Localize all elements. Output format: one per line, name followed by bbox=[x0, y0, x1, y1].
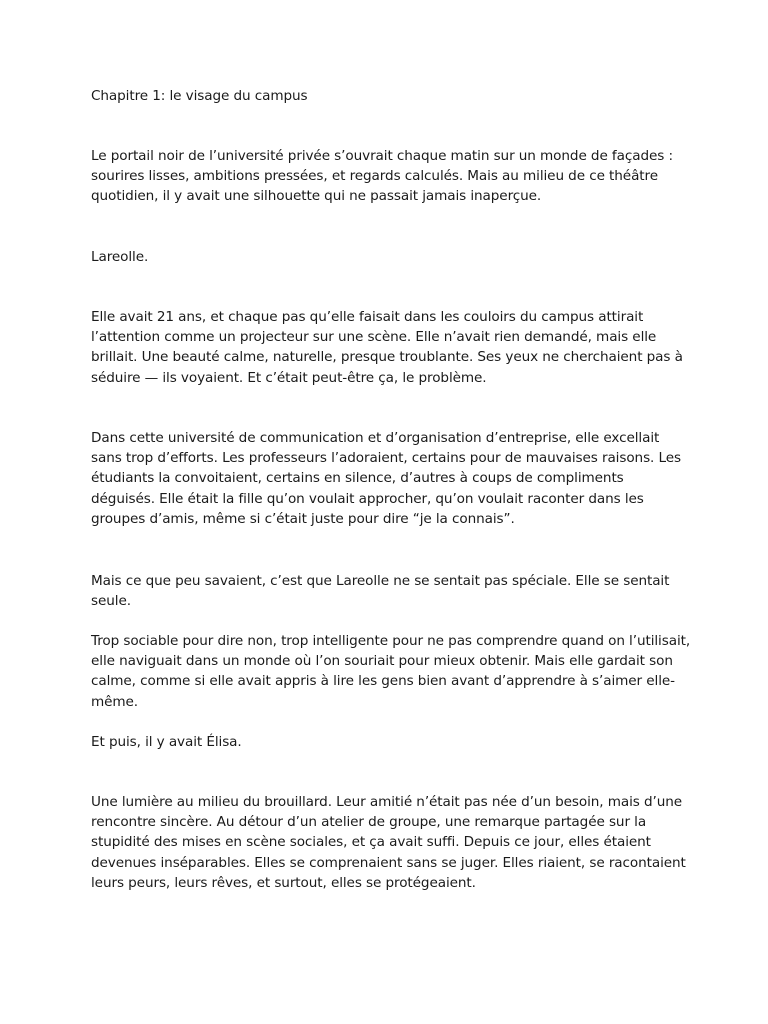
paragraph-5: Mais ce que peu savaient, c’est que Lareolle ne se sentait pas spéciale. Elle se sentait seule. bbox=[91, 573, 670, 610]
paragraph-7: Et puis, il y avait Élisa. bbox=[91, 734, 242, 750]
paragraph-6: Trop sociable pour dire non, trop intelligente pour ne pas comprendre quand on l’utilisait, elle naviguait dans un monde où l’on souriait pour mieux obtenir. Mais elle gardait son calme, comme si elle avait appris à lire les gens bien avant d’apprendre à s’aimer elle-même. bbox=[91, 633, 691, 710]
chapter-heading: Chapitre 1: le visage du campus bbox=[91, 88, 308, 104]
paragraph-4: Dans cette université de communication et d’organisation d’entreprise, elle excellait sans trop d’efforts. Les professeurs l’adoraient, certains pour de mauvaises raisons. Les étudiants la convoitaient, certains en silence, d’autres à coups de compliments déguisés. Elle était la fille qu’on voulait approcher, qu’on voulait raconter dans les groupes d’amis, même si c’était juste pour dire “je la connais”. bbox=[91, 430, 681, 527]
paragraph-1: Le portail noir de l’université privée s’ouvrait chaque matin sur un monde de façades : sourires lisses, ambitions pressées, et regards calculés. Mais au milieu de ce théâtre quotidien, il y avait une silhouette qui ne passait jamais inaperçue. bbox=[91, 148, 673, 205]
paragraph-3: Elle avait 21 ans, et chaque pas qu’elle faisait dans les couloirs du campus attirait l’attention comme un projecteur sur une scène. Elle n’avait rien demandé, mais elle brillait. Une beauté calme, naturelle, presque troublante. Ses yeux ne cherchaient pas à séduire — ils voyaient. Et c’était peut-être ça, le problème. bbox=[91, 309, 683, 386]
paragraph-8: Une lumière au milieu du brouillard. Leur amitié n’était pas née d’un besoin, mais d’une rencontre sincère. Au détour d’un atelier de groupe, une remarque partagée sur la stupidité des mises en scène sociales, et ça avait suffi. Depuis ce jour, elles étaient devenues inséparables. Elles se comprenaient sans se juger. Elles riaient, se racontaient leurs peurs, leurs rêves, et surtout, elles se protégeaient. bbox=[91, 794, 686, 891]
paragraph-2: Lareolle. bbox=[91, 249, 149, 265]
